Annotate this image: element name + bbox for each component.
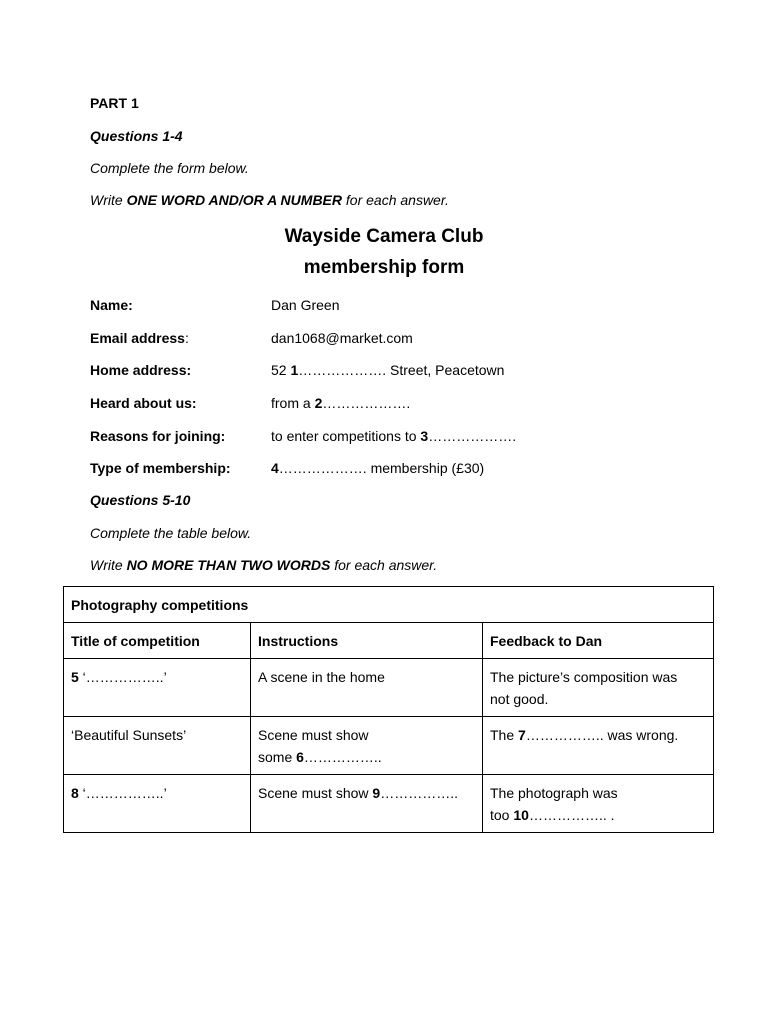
word-limit-instruction-1: [90, 192, 449, 208]
write-suffix: for each answer.: [330, 557, 438, 573]
header-feedback: Feedback to Dan: [483, 623, 714, 659]
heard-about-value: from a 2……………….: [271, 395, 411, 411]
write-prefix: Write: [90, 192, 127, 208]
form-instruction: Complete the form below.: [90, 160, 249, 176]
membership-type-value: 4………………. membership (£30): [271, 460, 485, 476]
instructions-cell: Scene must show 9……………..: [251, 775, 483, 833]
part-heading: PART 1: [90, 95, 139, 111]
name-value: Dan Green: [271, 297, 340, 313]
form-title-line2: membership form: [303, 257, 465, 278]
home-address-label: Home address:: [90, 362, 192, 378]
write-prefix: Write: [90, 557, 127, 573]
question-number-10: 10: [513, 807, 529, 823]
competition-title-cell: 5 ‘……………..’: [64, 659, 251, 717]
competition-title-cell: ‘Beautiful Sunsets’: [64, 717, 251, 775]
question-number-7: 7: [518, 727, 526, 743]
email-label: Email address:: [90, 330, 189, 346]
word-limit-instruction-2: [90, 557, 437, 573]
feedback-cell: The photograph was too 10…………….. .: [483, 775, 714, 833]
questions-1-4-heading: Questions 1-4: [90, 128, 183, 144]
heard-about-label: Heard about us:: [90, 395, 197, 411]
competitions-table: [63, 586, 714, 833]
table-row: [64, 717, 714, 775]
questions-5-10-heading: Questions 5-10: [90, 492, 191, 508]
header-title-of-competition: Title of competition: [64, 623, 251, 659]
name-label: Name:: [90, 297, 133, 313]
instructions-cell: Scene must show some 6……………..: [251, 717, 483, 775]
reasons-label: Reasons for joining:: [90, 428, 226, 444]
instructions-cell: A scene in the home: [251, 659, 483, 717]
feedback-cell: The picture’s composition was not good.: [483, 659, 714, 717]
table-row: [64, 775, 714, 833]
table-caption: Photography competitions: [64, 587, 714, 623]
question-number-5: 5: [71, 669, 79, 685]
reasons-value: to enter competitions to 3……………….: [271, 428, 517, 444]
question-number-6: 6: [296, 749, 304, 765]
competition-title-cell: 8 ‘……………..’: [64, 775, 251, 833]
question-number-1: 1: [290, 362, 299, 378]
header-instructions: Instructions: [251, 623, 483, 659]
question-number-3: 3: [420, 428, 429, 444]
question-number-9: 9: [372, 785, 381, 801]
word-limit-emphasis: NO MORE THAN TWO WORDS: [126, 557, 331, 573]
membership-type-label: Type of membership:: [90, 460, 231, 476]
home-address-value: 52 1………………. Street, Peacetown: [271, 362, 505, 378]
form-title-line1: Wayside Camera Club: [284, 226, 484, 247]
write-suffix: for each answer.: [342, 192, 449, 208]
table-caption-row: [64, 587, 714, 623]
question-number-8: 8: [71, 785, 79, 801]
email-value: dan1068@market.com: [271, 330, 413, 346]
table-instruction: Complete the table below.: [90, 525, 252, 541]
question-number-4: 4: [271, 460, 279, 476]
feedback-cell: The 7…………….. was wrong.: [483, 717, 714, 775]
word-limit-emphasis: ONE WORD AND/OR A NUMBER: [126, 192, 342, 208]
table-header-row: [64, 623, 714, 659]
question-number-2: 2: [314, 395, 323, 411]
table-row: [64, 659, 714, 717]
